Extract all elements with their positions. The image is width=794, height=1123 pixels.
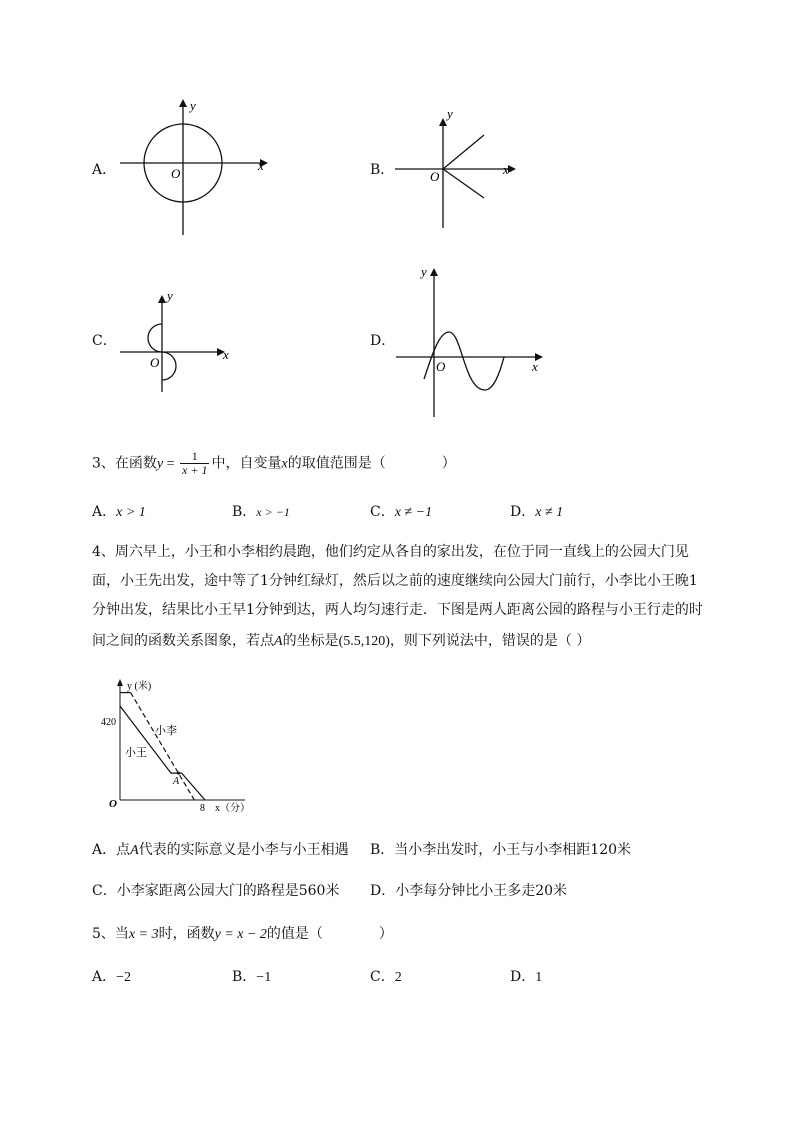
chart-series-li-label: 小李 [155, 725, 177, 737]
chart-y-axis-label: y (米) [127, 681, 152, 692]
q3-frac-num: 1 [180, 450, 209, 464]
q5-cond: x = 3 [128, 927, 159, 942]
origin-label: O [436, 359, 446, 374]
option-a-label: A． [92, 162, 117, 178]
x-label: x [223, 347, 229, 362]
q4-line-2: 面，小王先出发，途中等了1分钟红绿灯，然后以之前的速度继续向公园大门前行，小李比小王晚1 [92, 573, 698, 589]
lower-semicircle [162, 352, 176, 380]
q3-option-d[interactable] [510, 502, 563, 523]
upper-ray [443, 135, 484, 169]
q4-line4-c: ，则下列说法中，错误的是（ ） [389, 633, 591, 649]
chart-x-axis-label: x（分） [215, 803, 250, 814]
q5-option-d-label: D． [510, 969, 536, 985]
chart-y-arrow-icon [117, 679, 123, 686]
x-label: x [532, 359, 538, 374]
q3-mid: 中，自变量 [211, 455, 282, 472]
q5-option-a[interactable] [92, 967, 131, 988]
q5-option-c[interactable] [370, 967, 402, 988]
q3-option-d-expr: x ≠ 1 [535, 505, 564, 520]
distance-time-chart [95, 676, 265, 816]
q4-option-a-label: A． [92, 842, 117, 858]
q5-mid: 时，函数 [158, 926, 215, 942]
q4-line-3: 分钟出发，结果比小王早1分钟到达，两人均匀速行走．下图是两人距离公园的路程与小王行走的时 [92, 602, 703, 618]
q4-line4-a: 间之间的函数关系图象，若点 [92, 633, 274, 649]
q5-func: y = x − 2 [214, 927, 267, 942]
q4-option-d-label: D． [370, 883, 396, 899]
q3-eq: = [163, 456, 179, 472]
origin-label: O [171, 166, 181, 181]
q4-option-a[interactable] [92, 840, 349, 861]
q3-option-b-label: B． [232, 504, 257, 520]
q4-option-b-label: B． [370, 842, 395, 858]
q5-option-b[interactable] [232, 967, 271, 988]
q3-option-a-expr: x > 1 [116, 505, 146, 520]
question-4 [92, 538, 752, 656]
chart-point-0 [177, 772, 180, 775]
q5-num: 5、当 [92, 926, 129, 942]
q4-coordinate: (5.5,120) [338, 634, 390, 649]
question-5 [92, 924, 393, 945]
q4-option-c-text: 小李家距离公园大门的路程是560米 [116, 883, 340, 899]
q4-line4-b: 的坐标是 [282, 633, 339, 649]
q5-option-c-label: C． [370, 969, 395, 985]
q3-option-c-label: C． [370, 504, 395, 520]
chart-point-a-label: A [173, 776, 180, 787]
y-label: y [190, 98, 196, 113]
q4-option-d-text: 小李每分钟比小王多走20米 [395, 883, 568, 899]
y-label: y [421, 264, 427, 279]
lower-ray [443, 169, 484, 198]
q4-line-4 [92, 627, 752, 656]
origin-label: O [150, 355, 160, 370]
q3-frac-den: x + 1 [182, 463, 208, 477]
upper-semicircle [148, 324, 162, 352]
q3-option-b[interactable] [232, 502, 290, 522]
y-arrow-icon [179, 99, 187, 107]
graph-d [390, 262, 550, 420]
q4-point-a: A [274, 634, 283, 649]
option-c-label: C． [92, 333, 117, 349]
q4-option-b[interactable] [370, 840, 631, 860]
q5-option-c-value: 2 [394, 970, 402, 985]
q3-option-a[interactable] [92, 502, 146, 523]
q4-option-c-label: C． [92, 883, 117, 899]
q5-option-a-label: A． [92, 969, 117, 985]
q4-option-a-point: A [130, 843, 139, 858]
graph-c [115, 285, 240, 395]
chart-series-wang-label: 小王 [125, 747, 147, 759]
q3-num: 3、在函数 [92, 455, 157, 472]
x-label: x [258, 158, 264, 173]
q3-fraction [180, 450, 209, 477]
q5-option-b-value: −1 [256, 970, 272, 985]
graph-a [115, 95, 275, 240]
q5-tail: 的值是（ ） [266, 926, 393, 942]
origin-label: O [430, 169, 440, 184]
q3-func-y: y [156, 456, 164, 472]
q3-tail: 的取值范围是（ ） [287, 455, 456, 472]
q4-option-a-pre: 点 [116, 842, 131, 858]
q3-option-b-expr: x > −1 [256, 505, 290, 519]
q3-option-a-label: A． [92, 504, 117, 520]
q5-option-a-value: −2 [116, 970, 132, 985]
q3-option-c[interactable] [370, 502, 432, 523]
question-3 [92, 450, 456, 477]
y-label: y [447, 106, 453, 121]
y-arrow-icon [439, 118, 447, 126]
q4-line-1: 4、周六早上，小王和小李相约晨跑，他们约定从各自的家出发，在位于同一直线上的公园大门见 [92, 544, 689, 560]
q4-option-d[interactable] [370, 881, 567, 901]
y-arrow-icon [158, 295, 166, 303]
option-d-label: D． [370, 333, 396, 349]
q3-option-d-label: D． [510, 504, 536, 520]
q5-option-d-value: 1 [535, 970, 543, 985]
graph-b [390, 100, 530, 235]
chart-x-tick-8: 8 [200, 803, 205, 814]
q3-option-c-expr: x ≠ −1 [394, 505, 433, 520]
q3-var: x [281, 456, 288, 472]
option-b-label: B． [370, 162, 395, 178]
x-label: x [503, 162, 509, 177]
x-arrow-icon [508, 165, 516, 173]
y-arrow-icon [430, 268, 438, 276]
q4-option-b-text: 当小李出发时，小王与小李相距120米 [394, 842, 632, 858]
q5-option-b-label: B． [232, 969, 257, 985]
q5-option-d[interactable] [510, 967, 542, 988]
q4-option-a-text: 代表的实际意义是小李与小王相遇 [138, 842, 349, 858]
chart-y-tick-420: 420 [101, 717, 116, 728]
chart-origin-label: O [109, 798, 117, 810]
y-label: y [167, 288, 173, 303]
q4-option-c[interactable] [92, 881, 339, 901]
